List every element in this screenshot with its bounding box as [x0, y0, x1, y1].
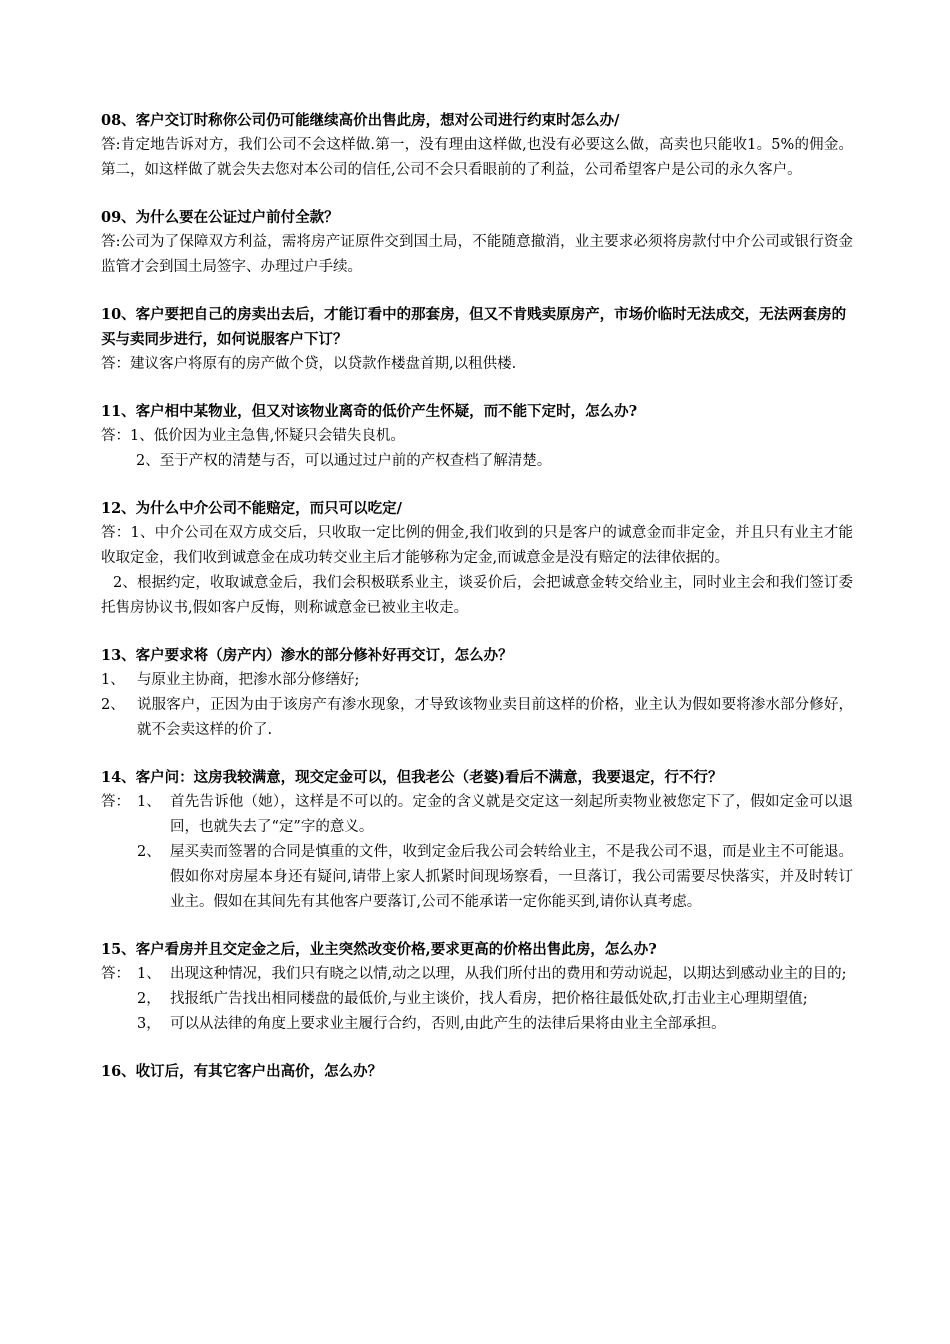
question-11-title: 11、客户相中某物业，但又对该物业离奇的低价产生怀疑，而不能下定时，怎么办? — [101, 403, 638, 420]
list-item-number: 2， — [137, 991, 161, 1007]
question-11-answer-line2: 2、至于产权的清楚与否，可以通过过户前的产权查档了解清楚。 — [136, 453, 552, 469]
list-item-number: 3， — [137, 1016, 161, 1032]
question-14-answer — [101, 790, 853, 915]
question-12-title: 12、为什么中介公司不能赔定，而只可以吃定/ — [101, 500, 402, 517]
list-item — [137, 1012, 853, 1037]
list-item — [101, 668, 853, 693]
list-item — [137, 840, 853, 915]
question-10-answer: 答：建议客户将原有的房产做个贷，以贷款作楼盘首期,以租供楼. — [101, 356, 517, 372]
document-body — [101, 108, 853, 1084]
list-item-number: 2、 — [101, 697, 125, 713]
question-11-answer-line1: 答：1、低价因为业主急售,怀疑只会错失良机。 — [101, 428, 405, 444]
question-15-title: 15、客户看房并且交定金之后，业主突然改变价格,要求更高的价格出售此房，怎么办? — [101, 941, 657, 958]
list-item-text: 出现这种情况，我们只有晓之以情,动之以理，从我们所付出的费用和劳动说起，以期达到感动业主的目的; — [170, 966, 847, 982]
list-item-text: 说服客户，正因为由于该房产有渗水现象，才导致该物业卖目前这样的价格，业主认为假如要将渗水部分修好，就不会卖这样的价了. — [137, 697, 853, 738]
list-item — [137, 987, 853, 1012]
question-16-title: 16、收订后，有其它客户出高价，怎么办？ — [101, 1063, 383, 1080]
question-08-title: 08、客户交订时称你公司仍可能继续高价出售此房，想对公司进行约束时怎么办/ — [101, 112, 620, 129]
answer-label: 答： — [101, 794, 130, 810]
list-item — [101, 693, 853, 743]
list-item-text: 与原业主协商，把渗水部分修缮好; — [137, 672, 360, 688]
question-14-title: 14、客户问：这房我较满意，现交定金可以，但我老公（老婆)看后不满意，我要退定，行不行？ — [101, 769, 723, 786]
list-item-text: 屋买卖而签署的合同是慎重的文件，收到定金后我公司会转给业主，不是我公司不退，而是业主不可能退。假如你对房屋本身还有疑问,请带上家人抓紧时间现场察看，一旦落订，我公司需要尽快落实，并及时转订业主。假如在其间先有其他客户要落订,公司不能承诺一定你能买到,请你认真考虑。 — [170, 844, 853, 910]
list-item-text: 找报纸广告找出相同楼盘的最低价,与业主谈价，找人看房，把价格往最低处砍,打击业主心理期望值; — [170, 991, 808, 1007]
question-13-title: 13、客户要求将（房产内）渗水的部分修补好再交订，怎么办？ — [101, 647, 513, 664]
question-10-title: 10、客户要把自己的房卖出去后，才能订看中的那套房，但又不肯贱卖原房产，市场价临时无法成交，无法两套房的买与卖同步进行，如何说服客户下订？ — [101, 306, 847, 348]
list-item-text: 首先告诉他（她），这样是不可以的。定金的含义就是交定这一刻起所卖物业被您定下了，假如定金可以退回，也就失去了“定”字的意义。 — [170, 794, 853, 835]
question-12-answer-1: 答：1、中介公司在双方成交后，只收取一定比例的佣金,我们收到的只是客户的诚意金而非定金，并且只有业主才能收取定金，我们收到诚意金在成功转交业主后才能够称为定金,而诚意金是没有赔定的法律依据的。 — [101, 525, 853, 566]
question-15-answer — [101, 962, 853, 1037]
list-item — [137, 790, 853, 840]
list-item-number: 1、 — [137, 794, 161, 810]
list-item-number: 2、 — [137, 844, 161, 860]
question-12-answer-2: 2、根据约定，收取诚意金后，我们会积极联系业主，谈妥价后，会把诚意金转交给业主，同时业主会和我们签订委托售房协议书,假如客户反悔，则称诚意金已被业主收走。 — [101, 575, 853, 616]
list-item-text: 可以从法律的角度上要求业主履行合约，否则,由此产生的法律后果将由业主全部承担。 — [170, 1016, 726, 1032]
list-item-number: 1、 — [137, 966, 161, 982]
list-item — [137, 962, 853, 987]
answer-label: 答： — [101, 966, 130, 982]
list-item-number: 1、 — [101, 672, 125, 688]
question-09-answer: 答:公司为了保障双方利益，需将房产证原件交到国土局，不能随意撤消，业主要求必须将房款付中介公司或银行资金监管才会到国土局签字、办理过户手续。 — [101, 234, 853, 275]
question-08-answer: 答:肯定地告诉对方，我们公司不会这样做.第一，没有理由这样做,也没有必要这么做，高卖也只能收1。5%的佣金。第二，如这样做了就会失去您对本公司的信任,公司不会只看眼前的了利益，公司希望客户是公司的永久客户。 — [101, 137, 853, 178]
question-09-title: 09、为什么要在公证过户前付全款？ — [101, 209, 339, 226]
